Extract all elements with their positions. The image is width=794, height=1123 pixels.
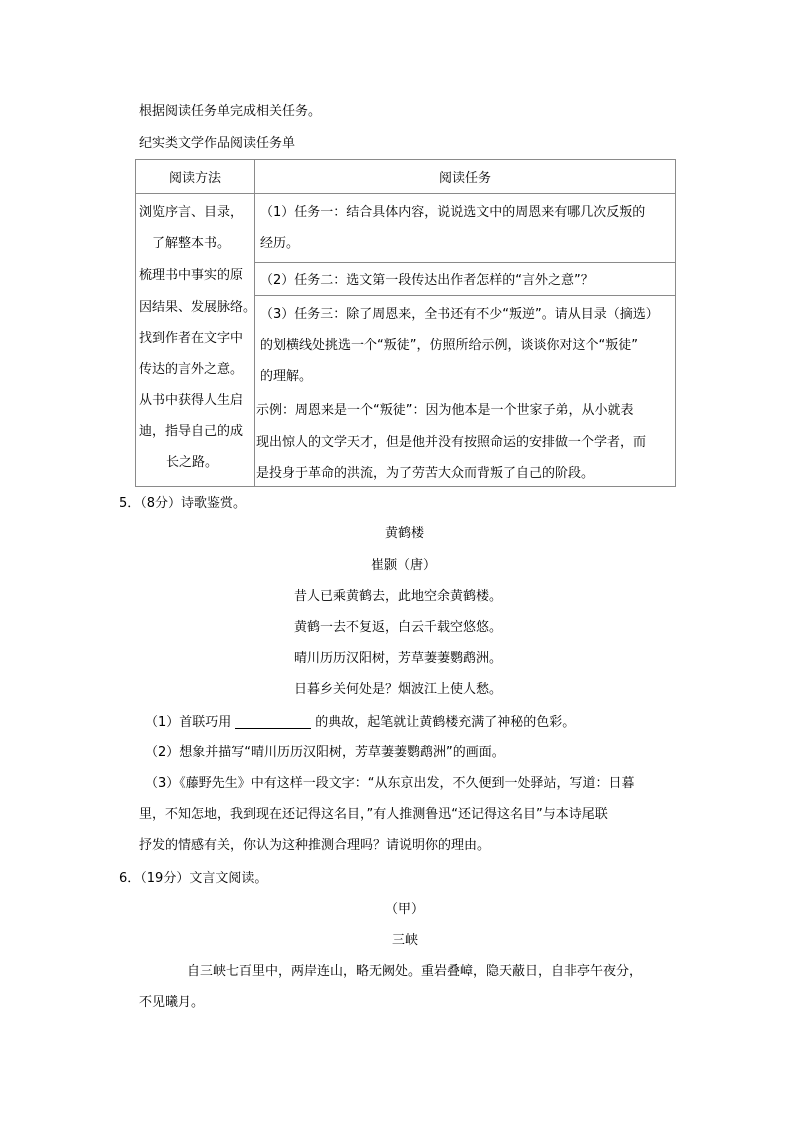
reading-methods-cell	[136, 194, 255, 487]
task3-line: 现出惊人的文学天才，但是他并没有按照命运的安排做一个学者，而	[256, 435, 647, 450]
task2-cell	[255, 263, 676, 296]
poem-line: 黄鹤一去不复返，白云千载空悠悠。	[294, 620, 503, 635]
method-line: 因结果、发展脉络。	[139, 300, 257, 315]
q5-heading: 5．（8分）诗歌鉴赏。	[119, 496, 247, 511]
task1-cell	[255, 194, 676, 263]
q5-sub2: （2）想象并描写“晴川历历汉阳树，芳草萋萋鹦鹉洲”的画面。	[145, 745, 505, 760]
method-line: 梳理书中事实的原	[139, 268, 244, 283]
task1-line: 经历。	[260, 236, 300, 251]
task2-line: （2）任务二：选文第一段传达出作者怎样的“言外之意”？	[260, 273, 594, 288]
task3-line: （3）任务三：除了周恩来，全书还有不少“叛逆”。请从目录（摘选）	[260, 307, 659, 322]
q6-heading: 6．（19分）文言文阅读。	[119, 871, 268, 886]
q5-sub1	[145, 715, 575, 729]
poem-line: 日暮乡关何处是？烟波江上使人愁。	[294, 682, 503, 697]
q6-para-line: 自三峡七百里中，两岸连山，略无阙处。重岩叠嶂，隐天蔽日，自非亭午夜分，	[187, 964, 643, 979]
task3-line: 的划横线处挑选一个“叛徒”，仿照所给示例，谈谈你对这个“叛徒”	[260, 338, 638, 353]
method-line: 找到作者在文字中	[139, 331, 244, 346]
q5-sub1-before: （1）首联巧用	[145, 715, 232, 730]
q6-para-line: 不见曦月。	[139, 995, 205, 1010]
task1-line: （1）任务一：结合具体内容，说说选文中的周恩来有哪几次反叛的	[260, 205, 646, 220]
q5-sub1-after: 的典故，起笔就让黄鹤楼充满了神秘的色彩。	[315, 715, 576, 730]
poem-author: 崔颢（唐）	[371, 558, 437, 573]
q5-sub3-line: （3）《藤野先生》中有这样一段文字：“从东京出发，不久便到一处驿站，写道：日暮	[145, 776, 635, 791]
q6-part-label: （甲）	[385, 902, 425, 917]
task3-line: 示例：周恩来是一个“叛徒”：因为他本是一个世家子弟，从小就表	[256, 403, 634, 418]
q6-title: 三峡	[392, 933, 419, 948]
q5-sub3-line: 里，不知怎地，我到现在还记得这名目，”有人推测鲁迅“还记得这名目”与本诗尾联	[139, 807, 608, 822]
task3-cell	[255, 296, 676, 487]
poem-line: 昔人已乘黄鹤去，此地空余黄鹤楼。	[294, 589, 503, 604]
answer-blank[interactable]	[235, 715, 311, 729]
q5-sub3-line: 抒发的情感有关，你认为这种推测合理吗？请说明你的理由。	[139, 838, 491, 853]
method-line: 迪，指导自己的成	[139, 424, 244, 439]
method-line: 浏览序言、目录，	[139, 205, 244, 220]
header-method: 阅读方法	[136, 160, 255, 194]
poem-line: 晴川历历汉阳树，芳草萋萋鹦鹉洲。	[294, 651, 503, 666]
task3-line: 的理解。	[260, 369, 313, 384]
method-line: 长之路。	[166, 455, 219, 470]
method-line: 传达的言外之意。	[139, 362, 244, 377]
method-line: 从书中获得人生启	[139, 393, 244, 408]
poem-title: 黄鹤楼	[385, 526, 425, 541]
instruction-text: 根据阅读任务单完成相关任务。	[139, 104, 322, 119]
method-line: 了解整本书。	[152, 236, 231, 251]
table-title: 纪实类文学作品阅读任务单	[139, 136, 296, 151]
reading-task-table	[135, 159, 676, 487]
header-task: 阅读任务	[255, 160, 676, 194]
task3-line: 是投身于革命的洪流，为了劳苦大众而背叛了自己的阶段。	[256, 466, 595, 481]
